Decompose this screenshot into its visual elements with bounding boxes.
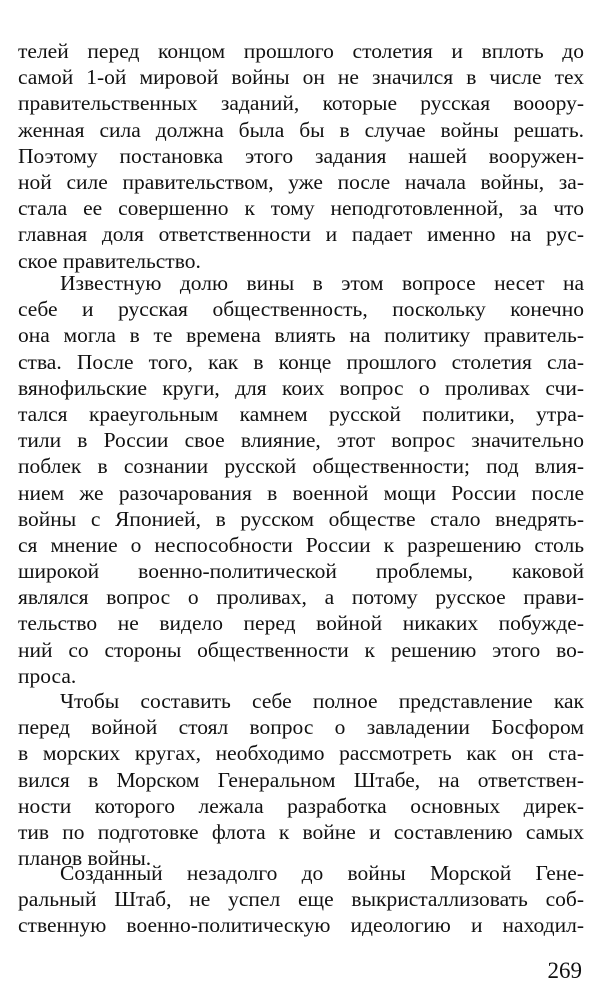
text-line: тив по подготовке флота к войне и составлению самых <box>18 819 584 844</box>
text-line: стала ее совершенно к тому неподготовленной, за что <box>18 196 584 221</box>
text-line: самой 1-ой мировой войны он не значился в числе тех <box>18 65 584 90</box>
paragraph <box>18 860 584 939</box>
page-number: 269 <box>547 958 582 983</box>
text-line: она могла в те времена влиять на политику правитель- <box>18 323 584 348</box>
text-line: ной силе правительством, уже после начала войны, за- <box>18 169 584 194</box>
text-line: тельство не видело перед войной никаких побужде- <box>18 611 584 636</box>
text-line: ское правительство. <box>18 248 201 273</box>
text-line: ний со стороны общественности к решению этого во- <box>18 637 584 662</box>
text-line: женная сила должна была бы в случае войны решать. <box>18 117 584 142</box>
text-line: тался краеугольным камнем русской политики, утра- <box>18 401 584 426</box>
text-line: себе и русская общественность, поскольку конечно <box>18 297 584 322</box>
text-line: перед войной стоял вопрос о завладении Босфором <box>18 715 584 740</box>
text-line: главная доля ответственности и падает именно на рус- <box>18 222 584 247</box>
text-line: в морских кругах, необходимо рассмотреть как он ста- <box>18 741 584 766</box>
text-line: Известную долю вины в этом вопросе несет на <box>60 271 584 295</box>
paragraph <box>18 38 584 274</box>
text-line: войны с Японией, в русском обществе стало внедрять- <box>18 506 584 531</box>
text-line: ности которого лежала разработка основных дирек- <box>18 793 584 818</box>
text-line: ства. После того, как в конце прошлого столетия сла- <box>18 349 584 374</box>
text-line: планов войны. <box>18 846 152 871</box>
text-line: ственную военно-политическую идеологию и находил- <box>18 913 584 938</box>
text-line: телей перед концом прошлого столетия и вплоть до <box>18 39 584 63</box>
text-line: являлся вопрос о проливах, а потому русское прави- <box>18 585 584 610</box>
text-line: вянофильские круги, для коих вопрос о проливах счи- <box>18 375 584 400</box>
text-line: вился в Морском Генеральном Штабе, на ответствен- <box>18 767 584 792</box>
paragraph <box>18 270 584 689</box>
text-line: проса. <box>18 663 77 688</box>
text-line: ся мнение о неспособности России к разрешению столь <box>18 532 584 557</box>
text-line: правительственных заданий, которые русская вооору- <box>18 91 584 116</box>
text-line: Поэтому постановка этого задания нашей вооружен- <box>18 143 584 168</box>
text-line: Чтобы составить себе полное представление как <box>60 689 584 713</box>
text-line: поблек в сознании русской общественности; под влия- <box>18 454 584 479</box>
text-line: тили в России свое влияние, этот вопрос значительно <box>18 428 584 453</box>
text-line: Созданный незадолго до войны Морской Гене- <box>60 861 584 885</box>
text-line: нием же разочарования в военной мощи России после <box>18 480 584 505</box>
paragraph <box>18 688 584 871</box>
text-line: широкой военно-политической проблемы, каковой <box>18 559 584 584</box>
text-line: ральный Штаб, не успел еще выкристаллизовать соб- <box>18 887 584 912</box>
